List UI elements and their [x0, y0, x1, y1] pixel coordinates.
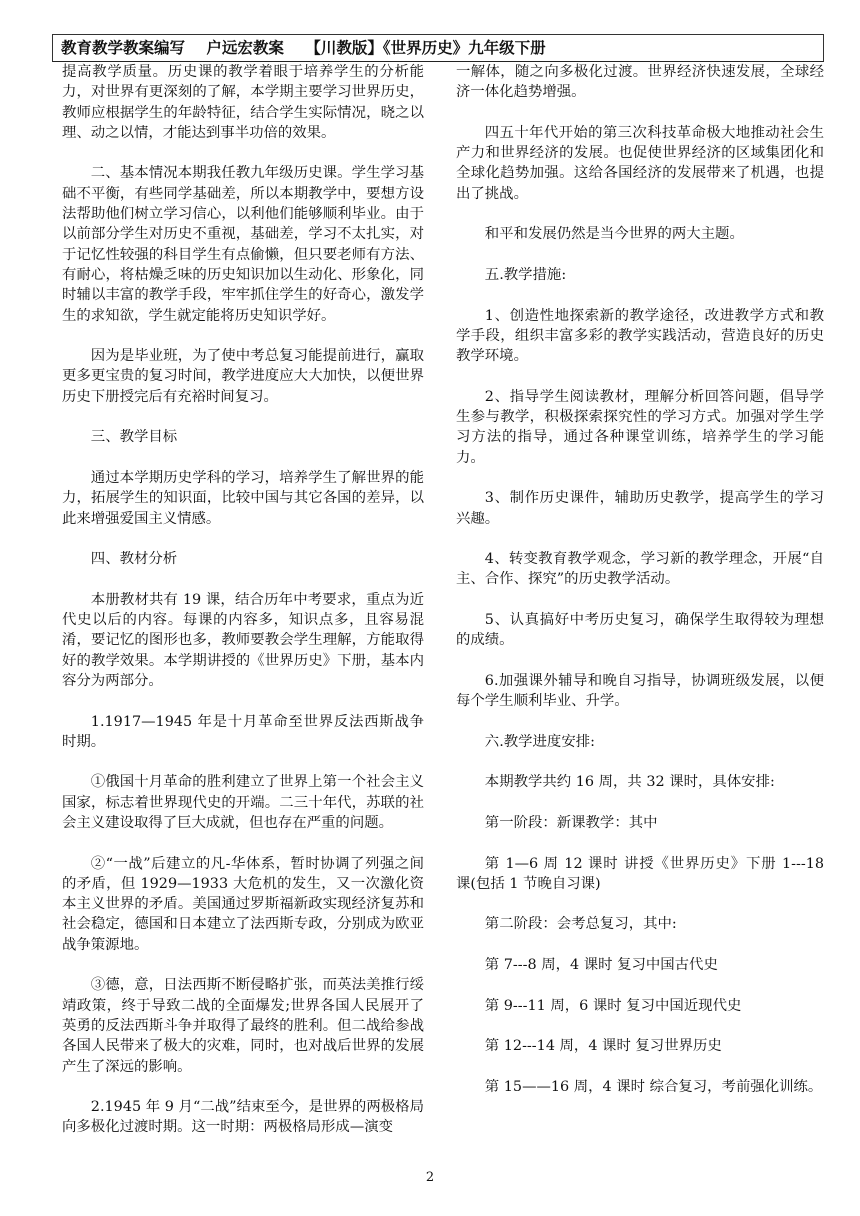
paragraph: ③德，意，日法西斯不断侵略扩张，而英法美推行绥靖政策，终于导致二战的全面爆发;世界各国人民展开了英勇的反法西斯斗争并取得了最终的胜利。但二战给参战各国人民带来了极大的灾难，同时，也对战后世界的发展产生了深远的影响。: [62, 977, 424, 1075]
paragraph: 3、制作历史课件，辅助历史教学，提高学生的学习兴趣。: [456, 490, 824, 527]
paragraph: 本期教学共约 16 周，共 32 课时，具体安排:: [484, 774, 775, 791]
header-author: 户远宏教案: [206, 39, 284, 57]
paragraph: 本册教材共有 19 课，结合历年中考要求，重点为近代史以后的内容。每课的内容多，知识点多，且容易混淆，要记忆的图形也多，教师要教会学生理解，方能取得好的教学效果。本学期讲授的《世界历史》下册，基本内容分为两部分。: [62, 591, 424, 689]
paragraph: 和平和发展仍然是当今世界的两大主题。: [484, 226, 744, 243]
paragraph: 第 7---8 周，4 课时 复习中国古代史: [484, 957, 718, 974]
left-column: [62, 62, 424, 1158]
paragraph: 通过本学期历史学科的学习，培养学生了解世界的能力，拓展学生的知识面，比较中国与其它各国的差异，以此来增强爱国主义情感。: [62, 469, 424, 527]
paragraph: 1、创造性地探索新的教学途径，改进教学方式和教学手段，组织丰富多彩的教学实践活动，营造良好的历史教学环境。: [456, 307, 824, 365]
right-column: [456, 62, 824, 1117]
paragraph: 2、指导学生阅读教材，理解分析回答问题，倡导学生参与教学，积极探索探究性的学习方式。加强对学生学习方法的指导，通过各种课堂训练，培养学生的学习能力。: [456, 388, 824, 466]
paragraph: 1.1917—1945 年是十月革命至世界反法西斯战争时期。: [62, 713, 424, 750]
paragraph: 5、认真搞好中考历史复习，确保学生取得较为理想的成绩。: [456, 612, 824, 649]
paragraph: 4、转变教育教学观念，学习新的教学理念，开展“自主、合作、探究”的历史教学活动。: [456, 551, 824, 588]
paragraph: 第 1—6 周 12 课时 讲授《世界历史》下册 1---18 课(包括 1 节晚自习课): [456, 855, 824, 892]
paragraph: 第 15——16 周，4 课时 综合复习，考前强化训练。: [484, 1078, 823, 1095]
paragraph: ②“一战”后建立的凡-华体系，暂时协调了列强之间的矛盾，但 1929—1933 大危机的发生，又一次激化资本主义世界的矛盾。美国通过罗斯福新政实现经济复苏和社会稳定，德国和日本建立了法西斯专政，分别成为欧亚战争策源地。: [62, 855, 424, 953]
paragraph: 第一阶段：新课教学：其中: [484, 814, 658, 831]
paragraph: 四五十年代开始的第三次科技革命极大地推动社会生产力和世界经济的发展。也促使世界经济的区域集团化和全球化趋势加强。这给各国经济的发展带来了机遇，也提出了挑战。: [456, 124, 824, 202]
header-book: 【川教版】《世界历史》九年级下册: [305, 39, 546, 57]
paragraph: ①俄国十月革命的胜利建立了世界上第一个社会主义国家，标志着世界现代史的开端。二三十年代，苏联的社会主义建设取得了巨大成就，但也存在严重的问题。: [62, 774, 424, 831]
section-heading: 三、教学目标: [90, 429, 178, 446]
paragraph: 6.加强课外辅导和晚自习指导，协调班级发展，以便每个学生顺利毕业、升学。: [456, 672, 824, 710]
page-number: 2: [425, 1170, 435, 1185]
paragraph: 第二阶段：会考总复习，其中:: [484, 916, 677, 933]
paragraph: 第 12---14 周，4 课时 复习世界历史: [484, 1038, 722, 1055]
section-heading: 四、教材分析: [90, 551, 178, 568]
section-heading: 六.教学进度安排:: [484, 733, 595, 750]
page-header: [52, 34, 824, 62]
header-title: 教育教学教案编写: [61, 39, 186, 57]
section-heading: 五.教学措施:: [484, 266, 567, 283]
paragraph: 提高教学质量。历史课的教学着眼于培养学生的分析能力，对世界有更深刻的了解，本学期主要学习世界历史，教师应根据学生的年龄特征，结合学生实际情况，晓之以理、动之以情，才能达到事半功倍的效果。: [62, 64, 424, 141]
paragraph: 一解体，随之向多极化过渡。世界经济快速发展，全球经济一体化趋势增强。: [456, 64, 824, 101]
paragraph: 二、基本情况本期我任教九年级历史课。学生学习基础不平衡，有些同学基础差，所以本期教学中，要想方设法帮助他们树立学习信心，以利他们能够顺利毕业。由于以前部分学生对历史不重视，基础差，学习不太扎实，对于记忆性较强的科目学生有点偷懒，但只要老师有方法、有耐心，将枯燥乏味的历史知识加以生动化、形象化，同时辅以丰富的教学手段，牢牢抓住学生的好奇心，激发学生的求知欲，学生就定能将历史知识学好。: [62, 165, 424, 324]
paragraph: 因为是毕业班，为了使中考总复习能提前进行，赢取更多更宝贵的复习时间，教学进度应大大加快，以便世界历史下册授完后有充裕时间复习。: [62, 348, 424, 405]
paragraph: 2.1945 年 9 月“二战”结束至今，是世界的两极格局向多极化过渡时期。这一时期：两极格局形成—演变: [62, 1099, 424, 1136]
paragraph: 第 9---11 周，6 课时 复习中国近现代史: [484, 997, 742, 1014]
